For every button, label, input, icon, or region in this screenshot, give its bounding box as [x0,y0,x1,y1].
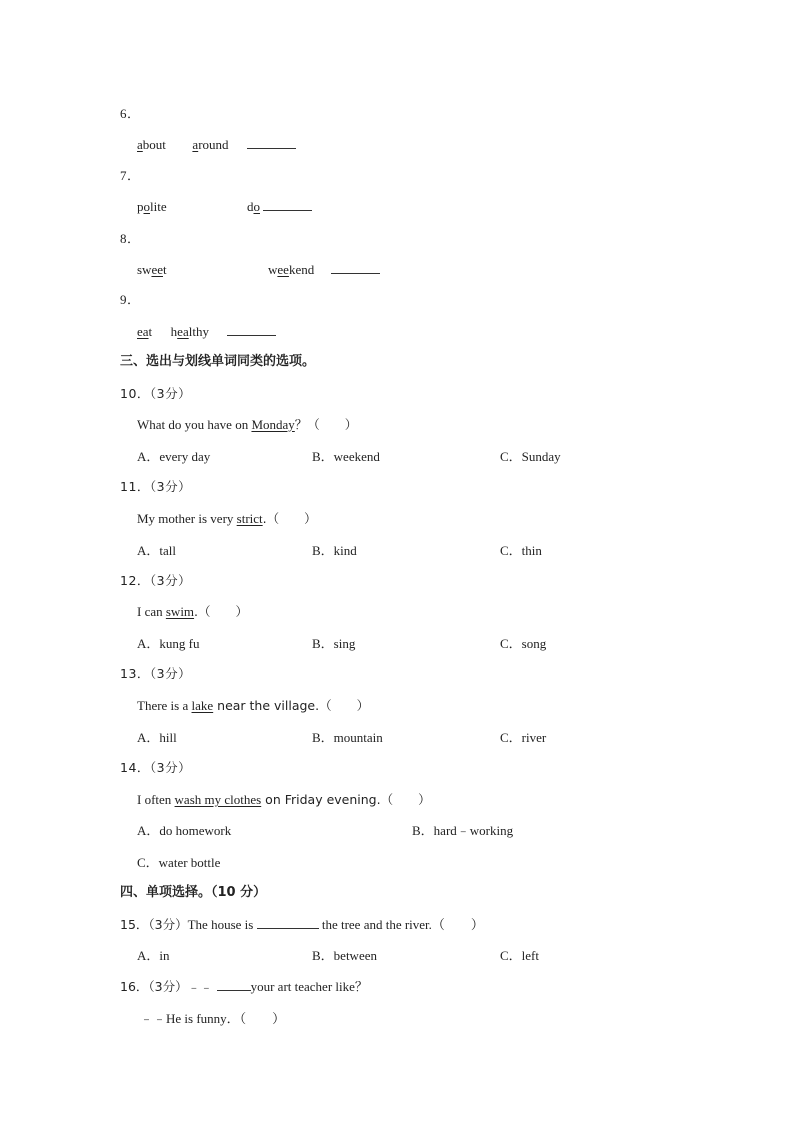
option-a[interactable]: A．hill [137,730,177,745]
question-11-stem: My mother is very strict.（ ） [137,511,317,526]
question-8-number: 8． [120,231,141,246]
question-6-words [137,137,296,153]
word-healthy: healthy [170,324,209,339]
answer-blank[interactable] [263,199,312,211]
option-c[interactable]: C．thin [500,543,542,558]
question-9-number: 9． [120,292,141,307]
question-16-reply: ﹣﹣He is funny．（ ） [140,1011,286,1026]
question-6-number: 6． [120,106,141,121]
word-around: around [192,137,229,152]
word-do: do [247,199,260,214]
option-a[interactable]: A．every day [137,449,211,464]
question-7-word-2 [247,199,312,215]
option-a[interactable]: A．in [137,948,170,963]
answer-blank[interactable] [331,262,380,274]
question-12-stem: I can swim.（ ） [137,604,249,619]
option-b[interactable]: B．between [312,948,377,963]
answer-blank[interactable] [217,979,251,991]
option-a[interactable]: A．kung fu [137,636,200,651]
option-b[interactable]: B．weekend [312,449,380,464]
question-8-word-2 [268,262,380,278]
answer-blank[interactable] [227,324,276,336]
question-14-stem: I often wash my clothes on Friday evening.（ ） [137,792,431,807]
question-9-words [137,324,276,340]
answer-blank[interactable] [247,137,296,149]
option-b[interactable]: B．mountain [312,730,383,745]
question-15-stem: 15．（3分）The house is the tree and the river.（ ） [120,917,484,932]
question-7-number: 7． [120,168,141,183]
word-eat: eat [137,324,153,339]
question-16-number: 16．（3分）﹣﹣ [120,979,217,994]
option-c[interactable]: C．Sunday [500,449,561,464]
option-b[interactable]: B．kind [312,543,357,558]
option-a[interactable]: A．do homework [137,823,232,838]
question-15-number: 15．（3分） [120,917,188,932]
question-14-number: 14．（3分） [120,760,192,775]
question-13-number: 13．（3分） [120,666,192,681]
section-3-title: 三、选出与划线单词同类的选项。 [120,354,316,369]
word-about: about [137,137,166,152]
word-weekend: weekend [268,262,315,277]
option-c[interactable]: C．water bottle [137,855,221,870]
question-10-stem: What do you have on Monday？（ ） [137,417,358,432]
option-c[interactable]: C．left [500,948,539,963]
question-7-words [137,199,167,215]
question-11-number: 11．（3分） [120,479,192,494]
option-b[interactable]: B．hard﹣working [412,823,514,838]
answer-blank[interactable] [257,917,319,929]
question-13-stem: There is a lake near the village.（ ） [137,698,370,713]
option-c[interactable]: C．song [500,636,547,651]
question-8-word-1 [137,262,167,278]
word-polite: polite [137,199,167,214]
question-12-number: 12．（3分） [120,573,192,588]
option-c[interactable]: C．river [500,730,547,745]
option-a[interactable]: A．tall [137,543,176,558]
word-sweet: sweet [137,262,167,277]
section-4-title: 四、单项选择。（10 分） [120,885,267,900]
question-16-stem: 16．（3分）﹣﹣ your art teacher like？ [120,979,368,994]
option-b[interactable]: B．sing [312,636,356,651]
question-10-number: 10．（3分） [120,386,192,401]
